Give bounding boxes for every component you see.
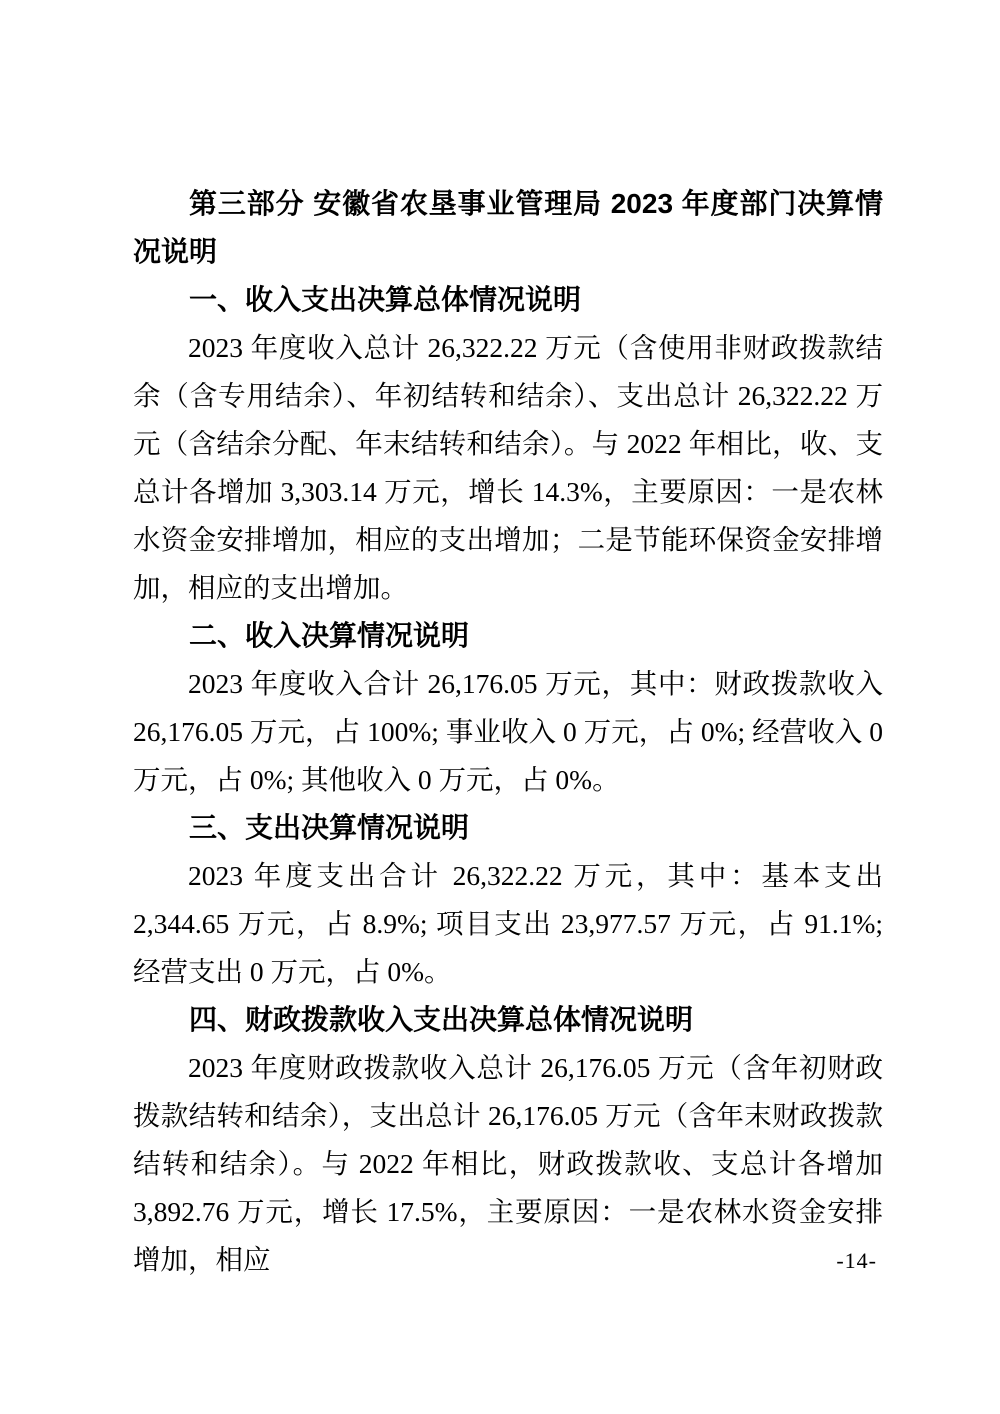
section-4-heading: 四、财政拨款收入支出决算总体情况说明 (189, 1004, 694, 1035)
section-2-heading: 二、收入决算情况说明 (189, 620, 470, 651)
section-3-heading: 三、支出决算情况说明 (189, 812, 470, 843)
document-content (133, 180, 883, 1284)
section-1-paragraph: 2023 年度收入总计 26,322.22 万元（含使用非财政拨款结余（含专用结余）、年初结转和结余）、支出总计 26,322.22 万元（含结余分配、年末结转和结余）。与 2022 年相比，收、支总计各增加 3,303.14 万元，增长 14.3%，主要原因：一是农林水资金安排增加，相应的支出增加；二是节能环保资金安排增加，相应的支出增加。 (133, 332, 883, 603)
section-1-heading: 一、收入支出决算总体情况说明 (189, 284, 582, 315)
section-4-paragraph: 2023 年度财政拨款收入总计 26,176.05 万元（含年初财政拨款结转和结余），支出总计 26,176.05 万元（含年末财政拨款结转和结余）。与 2022 年相比，财政拨款收、支总计各增加 3,892.76 万元，增长 17.5%，主要原因：一是农林水资金安排增加，相应 (133, 1052, 883, 1275)
section-2-paragraph: 2023 年度收入合计 26,176.05 万元，其中：财政拨款收入 26,176.05 万元，占 100%; 事业收入 0 万元，占 0%; 经营收入 0 万元，占 0%; 其他收入 0 万元，占 0%。 (133, 668, 883, 795)
page-number: -14- (836, 1248, 877, 1273)
document-title: 第三部分 安徽省农垦事业管理局 2023 年度部门决算情况说明 (133, 188, 883, 267)
section-3-paragraph: 2023 年度支出合计 26,322.22 万元，其中：基本支出 2,344.65 万元，占 8.9%; 项目支出 23,977.57 万元，占 91.1%; 经营支出 0 万元，占 0%。 (133, 860, 883, 987)
